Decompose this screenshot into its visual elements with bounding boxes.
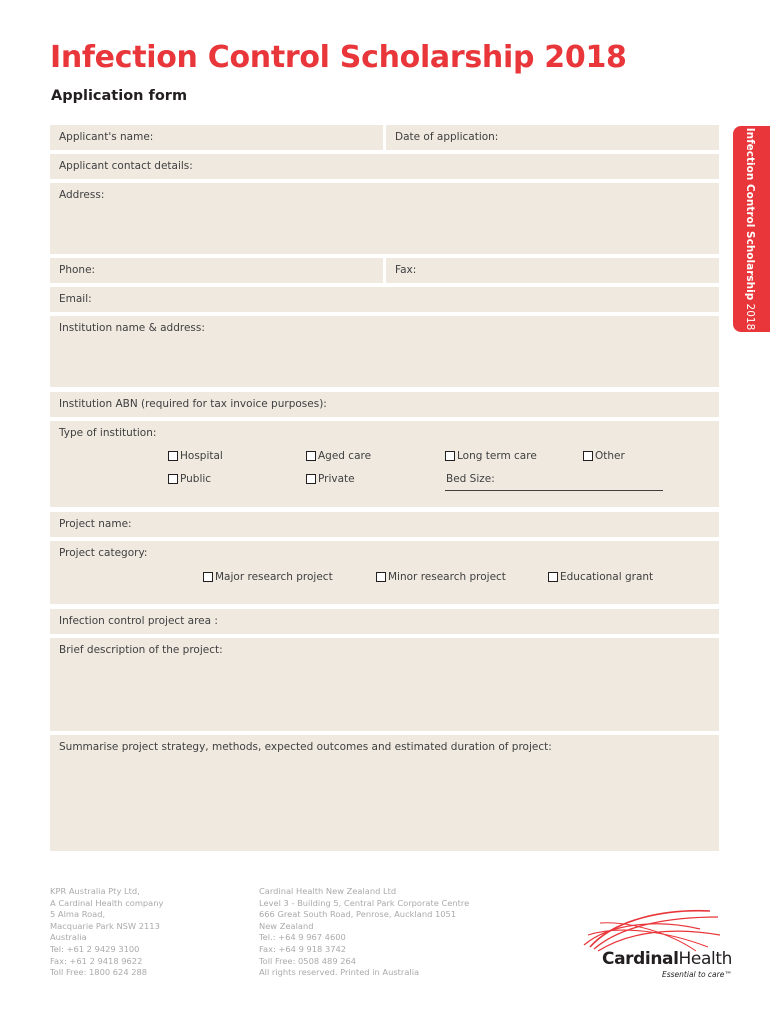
fax-field[interactable] — [386, 258, 719, 283]
logo-tagline: Essential to care™ — [662, 970, 732, 979]
hospital-checkbox[interactable] — [168, 450, 223, 462]
email-label: Email: — [59, 293, 92, 305]
cardinal-health-logo — [570, 905, 730, 985]
phone-label: Phone: — [59, 264, 96, 276]
private-checkbox-label: Private — [318, 473, 355, 485]
footer-au-line: Macquarie Park NSW 2113 — [50, 920, 160, 931]
minor-research-checkbox-label: Minor research project — [388, 571, 506, 583]
brief-description-label: Brief description of the project: — [59, 644, 223, 656]
logo-name-bold: Cardinal — [602, 949, 679, 969]
project-name-field[interactable] — [50, 512, 719, 537]
footer-au-line: KPR Australia Pty Ltd, — [50, 886, 140, 896]
long-term-care-checkbox-label: Long term care — [457, 450, 537, 462]
brief-description-field[interactable] — [50, 638, 719, 731]
footer-au-line: 5 Alma Road, — [50, 909, 106, 920]
major-research-checkbox[interactable] — [203, 571, 333, 583]
footer-nz-line: Fax: +64 9 918 3742 — [259, 943, 347, 954]
side-tab-title: Infection Control Scholarship — [744, 127, 756, 301]
major-research-checkbox-box[interactable] — [203, 572, 213, 582]
contact-details-label: Applicant contact details: — [59, 160, 193, 172]
institution-abn-field[interactable] — [50, 392, 719, 417]
institution-name-address-field[interactable] — [50, 316, 719, 387]
applicant-name-label: Applicant's name: — [59, 131, 154, 143]
type-of-institution-section — [50, 421, 719, 507]
hospital-checkbox-box[interactable] — [168, 451, 178, 461]
footer-australia-address — [50, 886, 163, 979]
aged-care-checkbox[interactable] — [306, 450, 371, 462]
bed-size-input[interactable] — [445, 490, 663, 491]
public-checkbox[interactable] — [168, 473, 211, 485]
contact-details-field[interactable] — [50, 154, 719, 179]
date-of-application-field[interactable] — [386, 125, 719, 150]
minor-research-checkbox[interactable] — [376, 571, 506, 583]
public-checkbox-label: Public — [180, 473, 212, 485]
educational-grant-checkbox-box[interactable] — [548, 572, 558, 582]
footer-au-line: Tel: +61 2 9429 3100 — [50, 943, 140, 954]
footer-nz-line: Tel.: +64 9 967 4600 — [259, 932, 346, 943]
hospital-checkbox-label: Hospital — [180, 450, 223, 462]
private-checkbox[interactable] — [306, 473, 355, 485]
aged-care-checkbox-box[interactable] — [306, 451, 316, 461]
footer-nz-line: 666 Great South Road, Penrose, Auckland 1051 — [259, 909, 457, 920]
side-tab-year: 2018 — [744, 303, 756, 331]
educational-grant-checkbox-label: Educational grant — [560, 571, 654, 583]
footer-nz-line: New Zealand — [259, 920, 314, 931]
public-checkbox-box[interactable] — [168, 474, 178, 484]
educational-grant-checkbox[interactable] — [548, 571, 653, 583]
project-area-label: Infection control project area : — [59, 615, 218, 627]
footer-newzealand-address — [259, 886, 469, 979]
summary-field[interactable] — [50, 735, 719, 851]
form-subtitle: Application form — [51, 88, 188, 104]
minor-research-checkbox-box[interactable] — [376, 572, 386, 582]
long-term-care-checkbox-box[interactable] — [445, 451, 455, 461]
type-of-institution-label: Type of institution: — [59, 427, 157, 439]
footer-nz-line: Cardinal Health New Zealand Ltd — [259, 886, 397, 896]
project-area-field[interactable] — [50, 609, 719, 634]
summary-label: Summarise project strategy, methods, expected outcomes and estimated duration of project: — [59, 741, 552, 753]
major-research-checkbox-label: Major research project — [215, 571, 333, 583]
aged-care-checkbox-label: Aged care — [318, 450, 372, 462]
applicant-name-field[interactable] — [50, 125, 383, 150]
footer-au-line: Fax: +61 2 9418 9622 — [50, 955, 143, 966]
bed-size-label: Bed Size: — [446, 473, 495, 485]
footer-nz-line: All rights reserved. Printed in Australia — [259, 967, 420, 978]
project-category-label: Project category: — [59, 547, 148, 559]
side-tab-label — [744, 128, 756, 331]
address-label: Address: — [59, 189, 105, 201]
footer-au-line: Toll Free: 1800 624 288 — [50, 967, 148, 978]
logo-wordmark — [602, 949, 732, 969]
phone-field[interactable] — [50, 258, 383, 283]
other-checkbox-label: Other — [595, 450, 625, 462]
logo-name-regular: Health — [678, 949, 732, 969]
footer-au-line: A Cardinal Health company — [50, 897, 164, 908]
other-checkbox[interactable] — [583, 450, 625, 462]
project-name-label: Project name: — [59, 518, 132, 530]
form-title: Infection Control Scholarship 2018 — [50, 40, 627, 75]
other-checkbox-box[interactable] — [583, 451, 593, 461]
footer-au-line: Australia — [50, 932, 87, 943]
cardinal-health-swoosh-icon — [570, 905, 730, 955]
email-field[interactable] — [50, 287, 719, 312]
long-term-care-checkbox[interactable] — [445, 450, 537, 462]
footer-nz-line: Level 3 - Building 5, Central Park Corporate Centre — [259, 897, 470, 908]
address-field[interactable] — [50, 183, 719, 254]
footer-nz-line: Toll Free: 0508 489 264 — [259, 955, 357, 966]
fax-label: Fax: — [395, 264, 417, 276]
institution-name-address-label: Institution name & address: — [59, 322, 205, 334]
private-checkbox-box[interactable] — [306, 474, 316, 484]
date-of-application-label: Date of application: — [395, 131, 499, 143]
institution-abn-label: Institution ABN (required for tax invoice purposes): — [59, 398, 327, 410]
